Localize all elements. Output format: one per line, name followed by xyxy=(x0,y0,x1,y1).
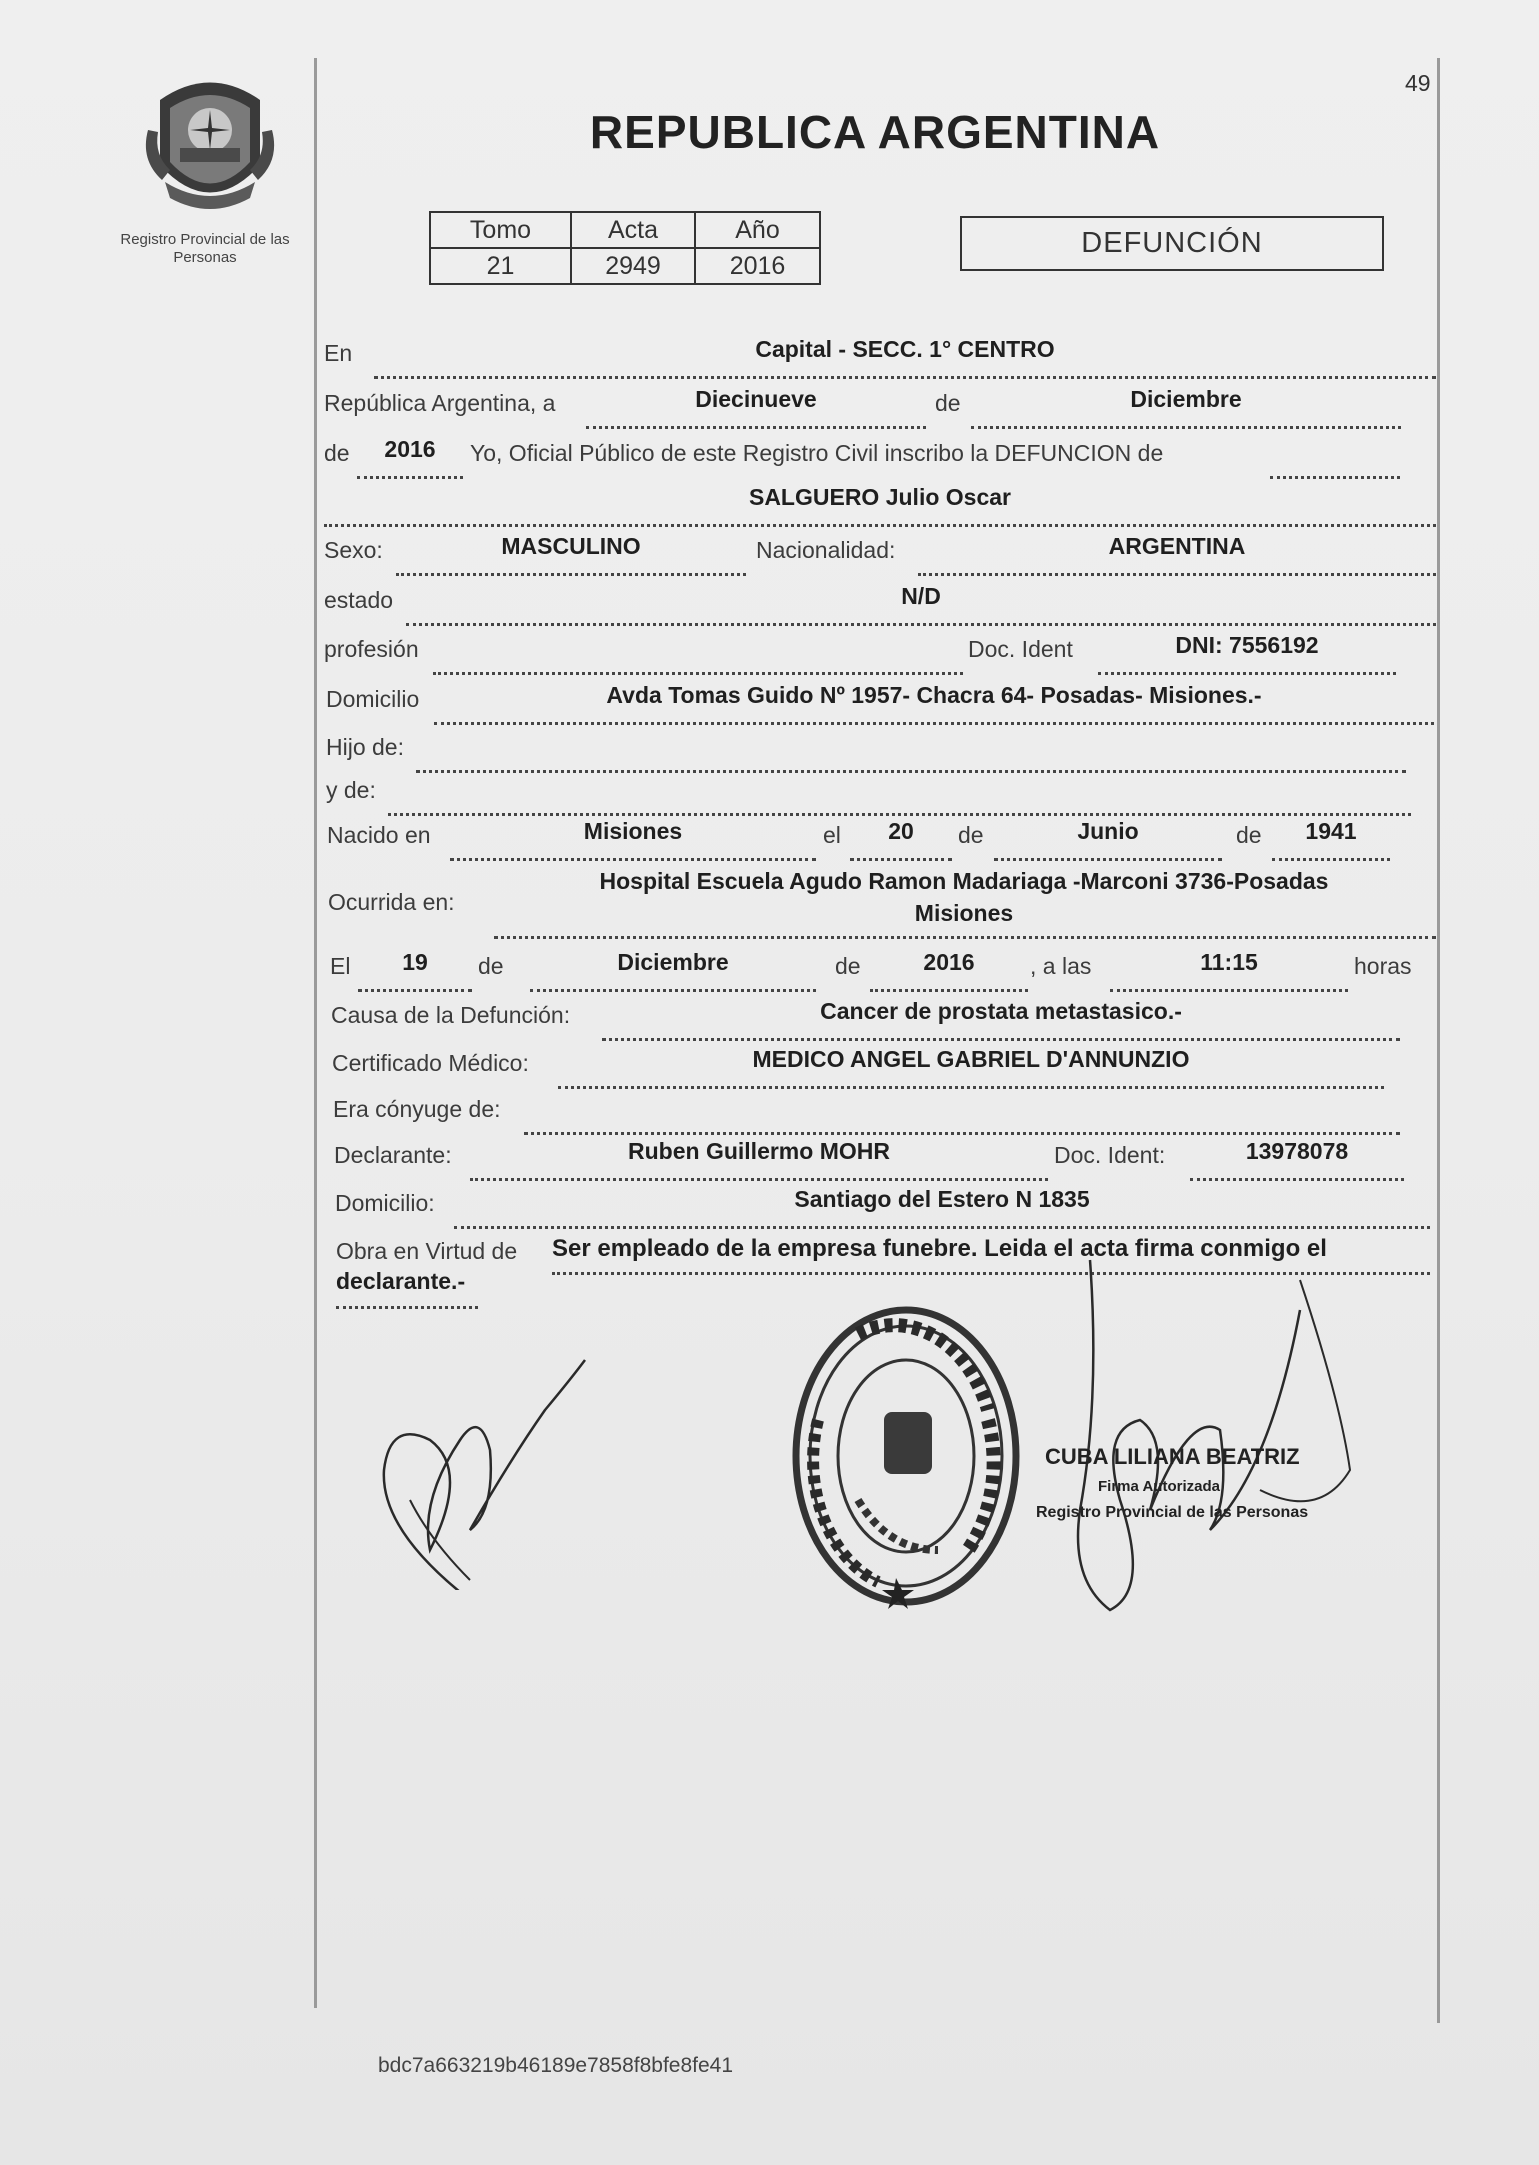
birth-year-value: 1941 xyxy=(1305,818,1357,844)
conyuge-field xyxy=(524,1096,1400,1135)
province-coat-of-arms-logo xyxy=(140,70,280,220)
y-de-label: y de: xyxy=(326,777,376,803)
a-las-label: , a las xyxy=(1030,953,1092,979)
official-signature xyxy=(1040,1250,1360,1630)
sexo-value: MASCULINO xyxy=(501,533,641,559)
domicilio2-label: Domicilio: xyxy=(335,1190,435,1216)
obra-label: Obra en Virtud de xyxy=(336,1238,518,1264)
certificado-label: Certificado Médico: xyxy=(332,1050,529,1076)
de-label-3: de xyxy=(958,822,984,848)
inscribo-trailing-field xyxy=(1270,440,1400,479)
value-acta: 2949 xyxy=(571,248,695,284)
de-label-6: de xyxy=(835,953,861,979)
day-value: Diecinueve xyxy=(695,386,817,412)
declarante-label: Declarante: xyxy=(334,1142,452,1168)
right-margin-line xyxy=(1437,58,1440,2023)
year-value: 2016 xyxy=(384,436,436,462)
ocurrida-value-line2: Misiones xyxy=(914,900,1014,926)
el-cap-label: El xyxy=(330,953,351,979)
authority-name: CUBA LILIANA BEATRIZ xyxy=(1045,1444,1300,1469)
estado-value: N/D xyxy=(901,583,941,609)
hijo-de-label: Hijo de: xyxy=(326,734,404,760)
authority-role: Firma Autorizada xyxy=(1098,1478,1220,1495)
nacido-en-value: Misiones xyxy=(583,818,683,844)
official-stamp xyxy=(788,1300,1024,1612)
certificado-value: MEDICO ANGEL GABRIEL D'ANNUNZIO xyxy=(752,1046,1190,1072)
header-tomo: Tomo xyxy=(430,212,571,248)
birth-month-value: Junio xyxy=(1077,818,1139,844)
document-type-box: DEFUNCIÓN xyxy=(960,216,1384,271)
declarante-doc-value: 13978078 xyxy=(1245,1138,1349,1164)
doc-ident-value: DNI: 7556192 xyxy=(1175,632,1319,658)
obra-value-line1: Ser empleado de la empresa funebre. Leida el acta firma conmigo el xyxy=(552,1235,1327,1262)
estado-label: estado xyxy=(324,587,394,613)
horas-label: horas xyxy=(1354,953,1412,979)
ocurrida-value-line1: Hospital Escuela Agudo Ramon Madariaga -Marconi 3736-Posadas xyxy=(599,868,1329,894)
declarante-value: Ruben Guillermo MOHR xyxy=(628,1138,890,1164)
domicilio-value: Avda Tomas Guido Nº 1957- Chacra 64- Posadas- Misiones.- xyxy=(606,682,1262,708)
causa-label: Causa de la Defunción: xyxy=(331,1002,571,1028)
de-label-5: de xyxy=(478,953,504,979)
reference-table xyxy=(429,211,821,285)
domicilio2-value: Santiago del Estero N 1835 xyxy=(794,1186,1090,1212)
month-value: Diciembre xyxy=(1130,386,1242,412)
de-label-1: de xyxy=(935,390,961,416)
declarante-doc-label: Doc. Ident: xyxy=(1054,1142,1166,1168)
profesion-field xyxy=(433,636,963,675)
nacionalidad-value: ARGENTINA xyxy=(1108,533,1246,559)
reference-table-value-row xyxy=(430,248,820,284)
authority-registry: Registro Provincial de las Personas xyxy=(1036,1504,1309,1521)
en-value: Capital - SECC. 1° CENTRO xyxy=(755,336,1055,362)
sexo-label: Sexo: xyxy=(324,537,383,563)
ocurrida-field xyxy=(494,900,1436,939)
de-label-2: de xyxy=(324,440,350,466)
name-value: SALGUERO Julio Oscar xyxy=(748,484,1011,510)
registry-name: Registro Provincial de las Personas xyxy=(120,231,290,266)
value-tomo: 21 xyxy=(430,248,571,284)
death-month-value: Diciembre xyxy=(617,949,729,975)
header-acta: Acta xyxy=(571,212,695,248)
page-number: 49 xyxy=(1405,70,1431,96)
en-label: En xyxy=(324,340,353,366)
header-anio: Año xyxy=(695,212,820,248)
conyuge-label: Era cónyuge de: xyxy=(333,1096,501,1122)
death-year-value: 2016 xyxy=(923,949,975,975)
de-label-4: de xyxy=(1236,822,1262,848)
domicilio-label: Domicilio xyxy=(326,686,420,712)
document-hash: bdc7a663219b46189e7858f8bfe8fe41 xyxy=(378,2054,734,2077)
el-label: el xyxy=(823,822,841,848)
document-title: REPUBLICA ARGENTINA xyxy=(589,106,1161,158)
obra-value-line2: declarante.- xyxy=(336,1268,466,1294)
value-anio: 2016 xyxy=(695,248,820,284)
inscribo-text: Yo, Oficial Público de este Registro Civil inscribo la DEFUNCION de xyxy=(470,440,1164,466)
nacido-en-label: Nacido en xyxy=(327,822,431,848)
declarant-signature xyxy=(370,1350,600,1590)
reference-table-header-row xyxy=(430,212,820,248)
ocurrida-en-label: Ocurrida en: xyxy=(328,889,455,915)
republica-label: República Argentina, a xyxy=(324,390,556,416)
birth-day-value: 20 xyxy=(888,818,914,844)
death-time-value: 11:15 xyxy=(1200,949,1258,975)
doc-ident-label: Doc. Ident xyxy=(968,636,1073,662)
left-margin-line xyxy=(314,58,317,2008)
profesion-label: profesión xyxy=(324,636,419,662)
y-de-field xyxy=(388,777,1411,816)
death-day-value: 19 xyxy=(402,949,428,975)
causa-value: Cancer de prostata metastasico.- xyxy=(820,998,1182,1024)
nacionalidad-label: Nacionalidad: xyxy=(756,537,896,563)
hijo-de-field xyxy=(416,734,1406,773)
